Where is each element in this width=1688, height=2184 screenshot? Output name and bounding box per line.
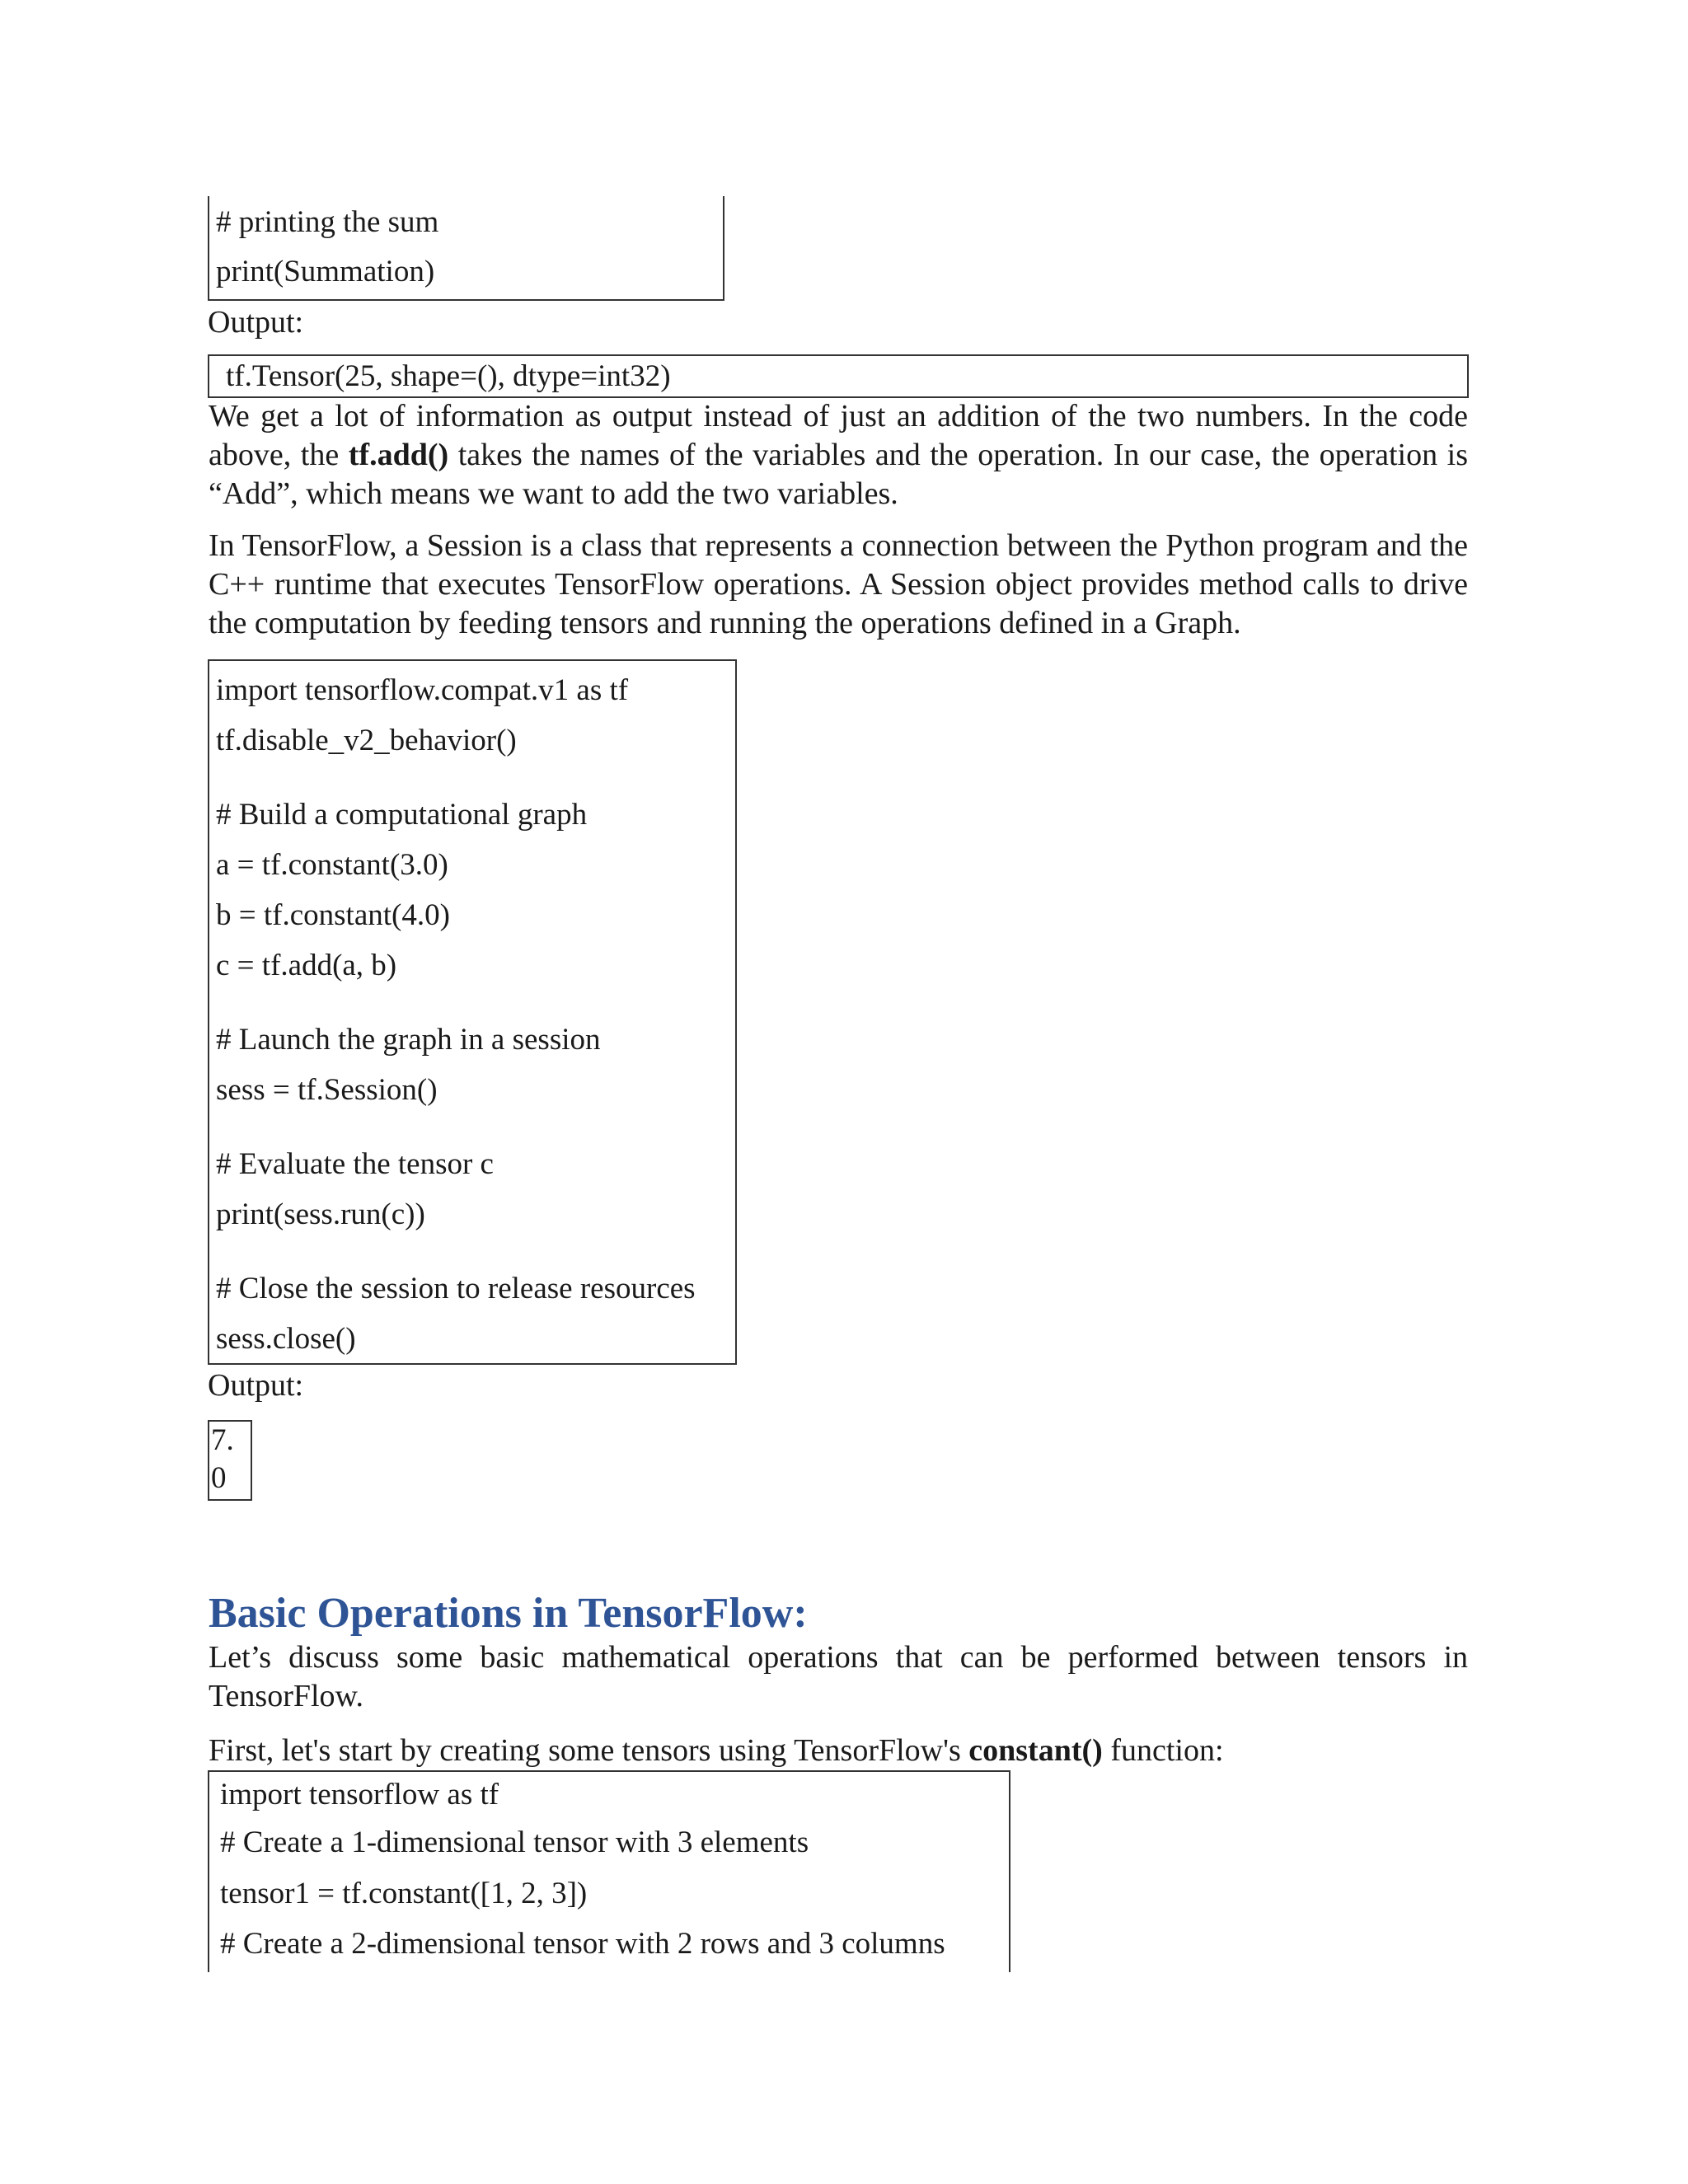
code-line: # Build a computational graph — [216, 798, 588, 832]
code-line: b = tf.constant(4.0) — [216, 898, 450, 932]
paragraph-intro — [209, 1638, 1468, 1716]
code-gap — [216, 1115, 735, 1139]
paragraph-text: function: — [1102, 1733, 1224, 1768]
code-gap — [216, 991, 735, 1015]
output-value: 0 — [211, 1461, 227, 1495]
paragraph-session — [209, 527, 1468, 643]
paragraph-text: We get a lot of information as output instead of just an addition of the two numbers. In the code above, the — [209, 399, 1468, 472]
code-line: sess = tf.Session() — [216, 1073, 438, 1107]
paragraph-text: In TensorFlow, a Session is a class that represents a connection between the Python program and the C++ runtime that executes TensorFlow operations. A Session object provides method calls to drive the computation by feeding tensors and running the operations defined in a Graph. — [209, 528, 1468, 640]
output-box-tensor — [208, 354, 1469, 398]
code-line: # Create a 1-dimensional tensor with 3 elements — [220, 1825, 809, 1859]
code-line: # Evaluate the tensor c — [216, 1147, 494, 1181]
paragraph-add-explanation — [209, 397, 1468, 513]
output-label: Output: — [208, 1368, 304, 1403]
code-line: c = tf.add(a, b) — [216, 949, 397, 982]
code-line: print(sess.run(c)) — [216, 1197, 425, 1231]
code-block-session — [208, 659, 737, 1365]
output-box-result — [208, 1420, 252, 1501]
code-line: # Create a 2-dimensional tensor with 2 rows and 3 columns — [220, 1927, 945, 1961]
code-line: a = tf.constant(3.0) — [216, 848, 448, 882]
section-heading: Basic Operations in TensorFlow: — [209, 1590, 808, 1637]
code-line: sess.close() — [216, 1322, 356, 1356]
code-line: import tensorflow.compat.v1 as tf — [216, 673, 629, 707]
paragraph-text: First, let's start by creating some tensors using TensorFlow's — [209, 1733, 969, 1768]
paragraph-constant-lead — [209, 1732, 1468, 1770]
output-value: 7. — [211, 1423, 234, 1457]
code-block-create-tensors — [208, 1770, 1010, 1972]
inline-code-bold: constant() — [968, 1733, 1103, 1768]
code-line: # Close the session to release resources — [216, 1272, 696, 1305]
code-line: # Launch the graph in a session — [216, 1023, 601, 1057]
paragraph-text: takes the names of the variables and the operation. In our case, the operation is “Add”, which means we want to add the two variables. — [209, 438, 1469, 511]
code-line: tf.disable_v2_behavior() — [216, 724, 517, 757]
code-gap — [216, 1240, 735, 1263]
code-line: tensor1 = tf.constant([1, 2, 3]) — [220, 1877, 588, 1910]
code-line: import tensorflow as tf — [220, 1778, 499, 1811]
code-line: print(Summation) — [216, 255, 435, 288]
code-block-print-sum — [208, 196, 724, 301]
code-line: # printing the sum — [216, 205, 439, 239]
output-value: tf.Tensor(25, shape=(), dtype=int32) — [226, 359, 671, 393]
paragraph-text: Let’s discuss some basic mathematical operations that can be performed between tensors in TensorFlow. — [209, 1640, 1468, 1713]
inline-code-bold: tf.add() — [348, 438, 449, 472]
output-label: Output: — [208, 305, 304, 340]
code-gap — [216, 766, 735, 790]
